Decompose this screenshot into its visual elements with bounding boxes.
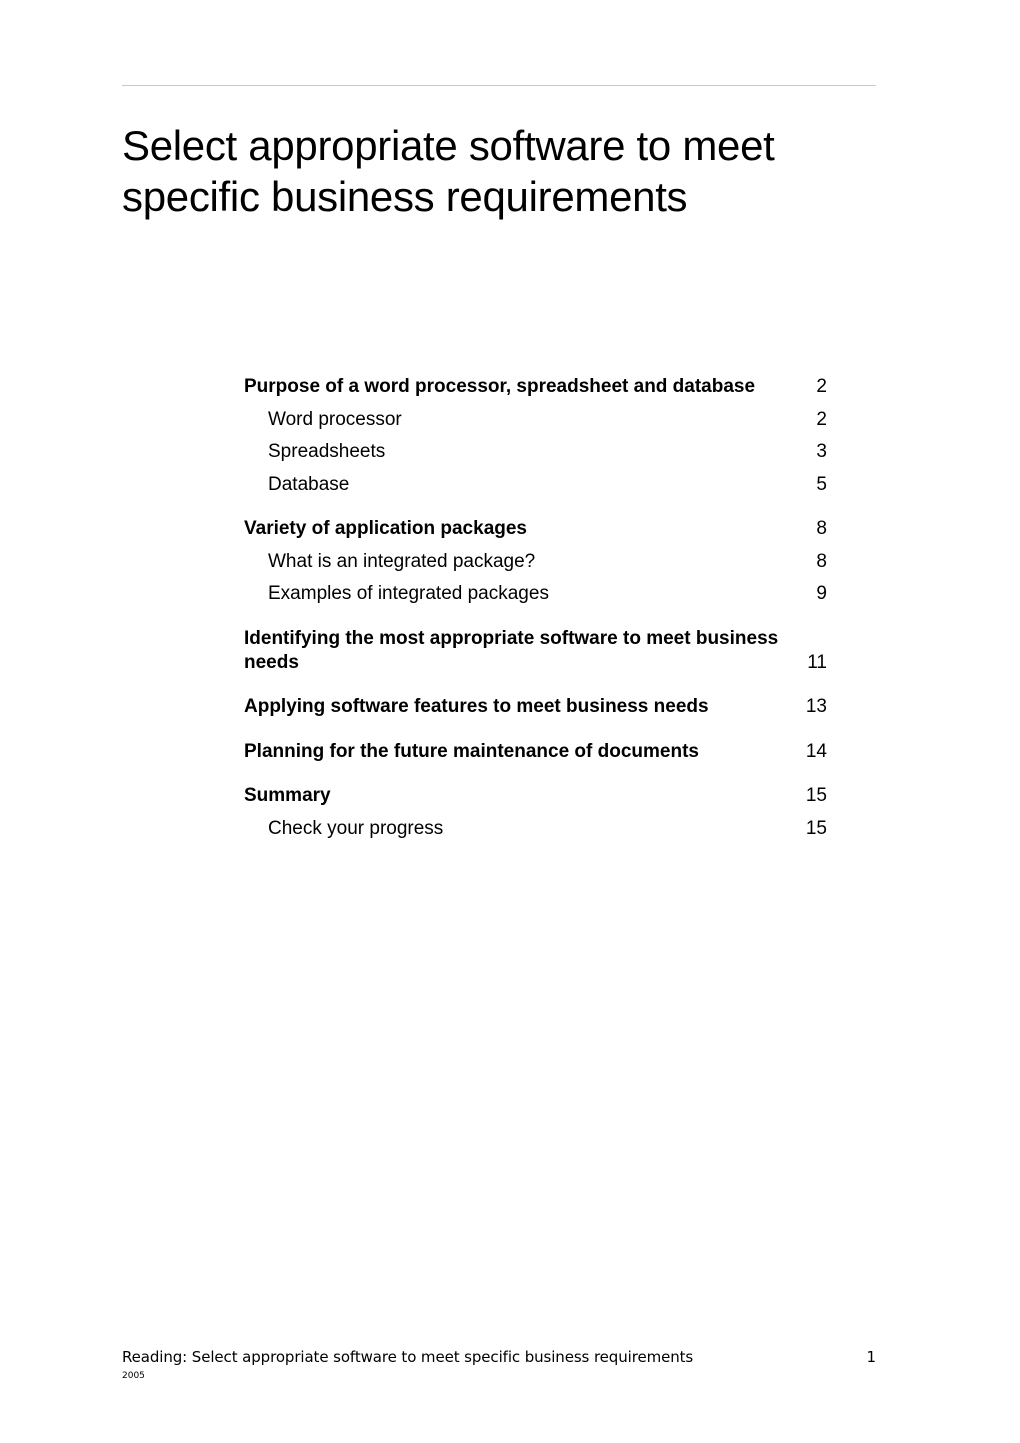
toc-entry-database[interactable]	[244, 473, 827, 497]
toc-entry-check-progress[interactable]	[244, 817, 827, 841]
footer-title: Reading: Select appropriate software to meet specific business requirements	[122, 1348, 694, 1366]
toc-entry-text: Purpose of a word processor, spreadsheet and database	[244, 376, 756, 397]
toc-entry-text: Spreadsheets	[268, 441, 386, 462]
toc-page-number: 8	[816, 518, 827, 539]
toc-entry-identifying-software[interactable]	[244, 627, 827, 675]
toc-entry-text: Examples of integrated packages	[268, 583, 549, 604]
toc-entry-spreadsheets[interactable]	[244, 440, 827, 464]
footer-page-number: 1	[866, 1348, 876, 1366]
toc-page-number: 11	[807, 651, 827, 673]
toc-page-number: 14	[805, 740, 827, 762]
toc-entry-text: Database	[268, 473, 350, 495]
toc-entry-text: Summary	[244, 785, 331, 806]
toc-entry-word-processor[interactable]	[244, 408, 827, 432]
toc-page-number: 5	[816, 473, 827, 495]
toc-page-number: 2	[816, 376, 827, 397]
toc-entry-text: Check your progress	[268, 817, 444, 839]
toc-entry-text: Word processor	[268, 408, 402, 430]
toc-entry-applying-features[interactable]	[244, 695, 827, 719]
toc-entry-text: Planning for the future maintenance of documents	[244, 740, 699, 762]
footer-year: 2005	[122, 1371, 145, 1381]
toc-page-number: 15	[805, 817, 827, 839]
toc-page-number: 2	[816, 408, 827, 430]
toc-entry-integrated-examples[interactable]	[244, 582, 827, 606]
toc-page-number: 13	[805, 696, 827, 717]
toc-page-number: 15	[805, 785, 827, 806]
toc-entry-application-packages[interactable]	[244, 517, 827, 541]
toc-entry-summary[interactable]	[244, 784, 827, 808]
toc-entry-purpose[interactable]	[244, 375, 827, 399]
toc-page-number: 9	[816, 583, 827, 604]
table-of-contents	[244, 375, 827, 841]
toc-entry-text: What is an integrated package?	[268, 550, 536, 572]
toc-entry-text: Applying software features to meet business needs	[244, 696, 709, 717]
toc-page-number: 8	[816, 550, 827, 572]
document-title: Select appropriate software to meet specific business requirements	[122, 122, 775, 220]
toc-entry-integrated-package[interactable]	[244, 550, 827, 574]
toc-entry-text: Identifying the most appropriate software to meet business needs	[244, 627, 779, 673]
toc-page-number: 3	[816, 441, 827, 462]
toc-entry-planning-maintenance[interactable]	[244, 740, 827, 764]
header-rule	[122, 85, 876, 86]
toc-entry-text: Variety of application packages	[244, 518, 527, 539]
